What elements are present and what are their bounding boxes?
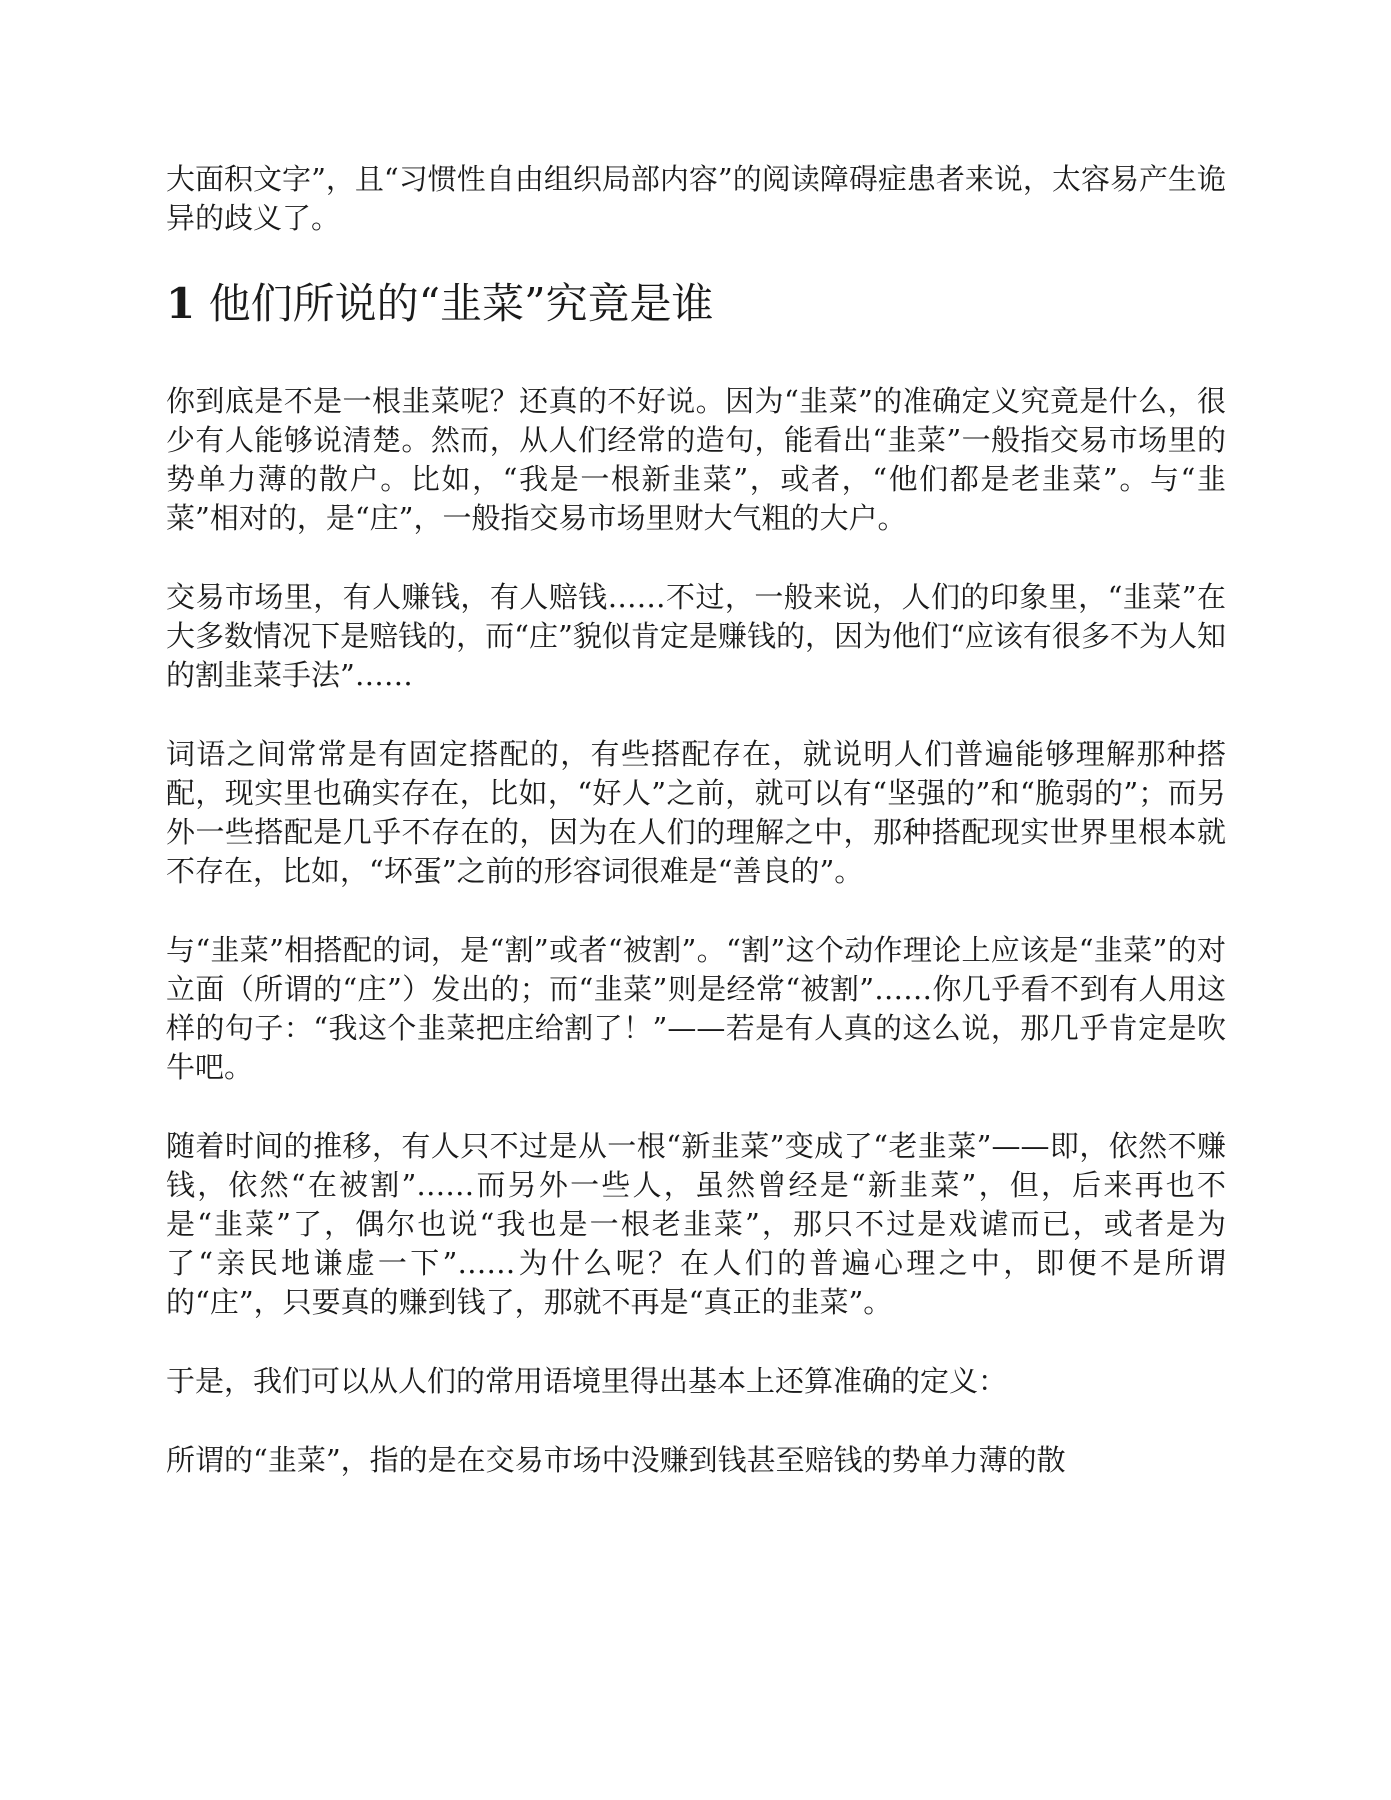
document-page bbox=[166, 160, 1226, 1520]
paragraph-cut-collocation: 与“韭菜”相搭配的词，是“割”或者“被割”。“割”这个动作理论上应该是“韭菜”的对立面（所谓的“庄”）发出的；而“韭菜”则是经常“被割”……你几乎看不到有人用这样的句子：“我这个韭菜把庄给割了！”——若是有人真的这么说，那几乎肯定是吹牛吧。 bbox=[166, 933, 1226, 1084]
section-number: 1 bbox=[166, 279, 196, 328]
paragraph-word-collocation: 词语之间常常是有固定搭配的，有些搭配存在，就说明人们普遍能够理解那种搭配，现实里也确实存在，比如，“好人”之前，就可以有“坚强的”和“脆弱的”；而另外一些搭配是几乎不存在的，因为在人们的理解之中，那种搭配现实世界里根本就不存在，比如，“坏蛋”之前的形容词很难是“善良的”。 bbox=[166, 737, 1226, 888]
paragraph-conclusion-lead: 于是，我们可以从人们的常用语境里得出基本上还算准确的定义： bbox=[166, 1364, 1008, 1398]
paragraph-over-time: 随着时间的推移，有人只不过是从一根“新韭菜”变成了“老韭菜”——即，依然不赚钱，依然“在被割”……而另外一些人，虽然曾经是“新韭菜”，但，后来再也不是“韭菜”了，偶尔也说“我也是一根老韭菜”，那只不过是戏谑而已，或者是为了“亲民地谦虚一下”……为什么呢？在人们的普遍心理之中，即便不是所谓的“庄”，只要真的赚到钱了，那就不再是“真正的韭菜”。 bbox=[166, 1129, 1226, 1319]
paragraph-definition-intro: 你到底是不是一根韭菜呢？还真的不好说。因为“韭菜”的准确定义究竟是什么，很少有人能够说清楚。然而，从人们经常的造句，能看出“韭菜”一般指交易市场里的势单力薄的散户。比如，“我是一根新韭菜”，或者，“他们都是老韭菜”。与“韭菜”相对的，是“庄”，一般指交易市场里财大气粗的大户。 bbox=[166, 384, 1226, 535]
intro-paragraph: 大面积文字”，且“习惯性自由组织局部内容”的阅读障碍症患者来说，太容易产生诡异的歧义了。 bbox=[166, 162, 1226, 235]
paragraph-market-impression: 交易市场里，有人赚钱，有人赔钱……不过，一般来说，人们的印象里，“韭菜”在大多数情况下是赔钱的，而“庄”貌似肯定是赚钱的，因为他们“应该有很多不为人知的割韭菜手法”…… bbox=[166, 580, 1226, 692]
paragraph-definition: 所谓的“韭菜”，指的是在交易市场中没赚到钱甚至赔钱的势单力薄的散 bbox=[166, 1443, 1066, 1477]
section-title: 他们所说的“韭菜”究竟是谁 bbox=[208, 279, 714, 328]
section-heading bbox=[166, 276, 1226, 332]
